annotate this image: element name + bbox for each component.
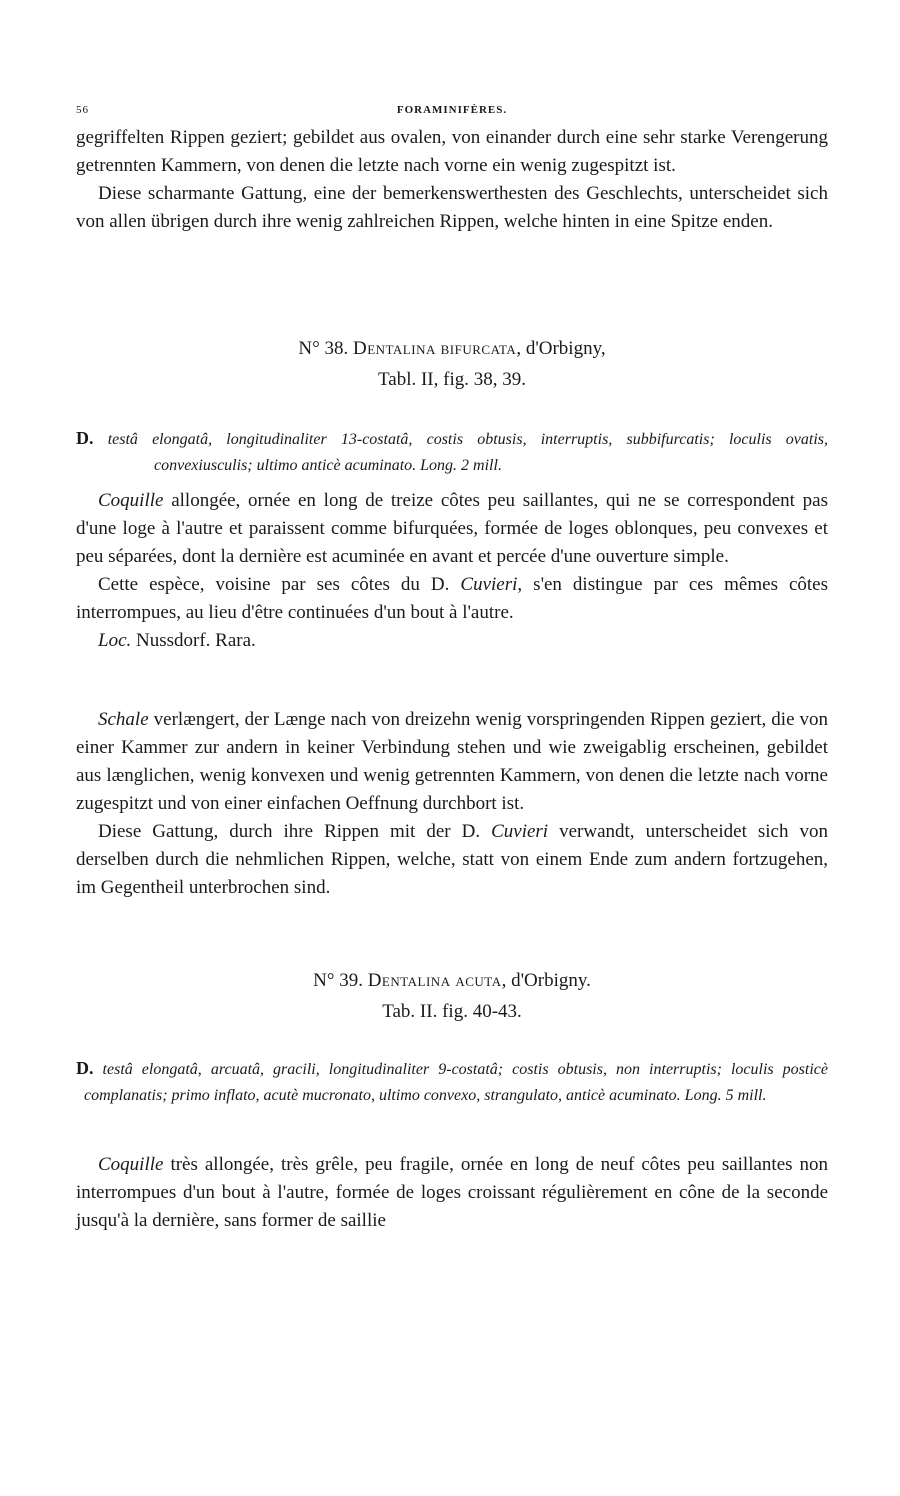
species-38-heading [76, 333, 828, 395]
species-39-genus: Dentalina [367, 970, 451, 991]
species-38-author: , d'Orbigny, [516, 338, 606, 359]
german-paragraph-2-end: verwandt, unterscheidet sich von derselben durch die nehmlichen Rippen, welche, statt von einem Ende zum andern fortzugehen, im Gegentheil unterbrochen sind. [76, 821, 828, 898]
species-38-number: N° 38. [298, 338, 349, 359]
locality-label: Loc. [98, 630, 132, 651]
species-38-epithet: bifurcata [440, 338, 517, 359]
german-paragraph-1 [76, 706, 828, 818]
species-39-diagnosis [76, 1055, 828, 1109]
intro-paragraph-1: gegriffelten Rippen geziert; gebildet aus ovalen, von einander durch eine sehr starke Verengerung getrennten Kammern, von denen die letzte nach vorne ein wenig zugespitzt ist. [76, 127, 828, 176]
intro-text [76, 124, 828, 236]
species-39-title [76, 965, 828, 996]
french-paragraph-1 [76, 487, 828, 571]
diagnosis-latin-text: testâ elongatâ, arcuatâ, gracili, longitudinaliter 9-costatâ; costis obtusis, non interruptis; loculis posticè complanatis; primo inflato, acutè mucronato, ultimo convexo, strangulato, anticè acuminato. Long. 5 mill. [84, 1061, 829, 1104]
running-head [76, 104, 828, 120]
species-39-author: , d'Orbigny. [501, 970, 591, 991]
term-schale: Schale [98, 709, 149, 730]
diagnosis-genus-abbrev: D. [76, 428, 94, 448]
species-38-plate-ref: Tabl. II, fig. 38, 39. [377, 369, 526, 390]
species-38-diagnosis [76, 425, 828, 479]
intro-paragraph-2: Diese scharmante Gattung, eine der bemerkenswerthesten des Geschlechts, unterscheidet sich von allen übrigen durch ihre wenig zahlreichen Rippen, welche hinten in eine Spitze enden. [76, 183, 828, 232]
diagnosis-latin-text: testâ elongatâ, longitudinaliter 13-costatâ, costis obtusis, interruptis, subbifurcatis; loculis ovatis, convexiusculis; ultimo anticè acuminato. Long. 2 mill. [107, 431, 829, 474]
species-38-german-description [76, 706, 828, 902]
term-coquille: Coquille [98, 490, 164, 511]
french-paragraph-2 [76, 571, 828, 627]
species-39-french-description [76, 1151, 828, 1235]
species-38-genus: Dentalina [352, 338, 436, 359]
french-paragraph-1 [76, 1151, 828, 1235]
species-39-plate-ref: Tab. II. fig. 40-43. [382, 1001, 522, 1022]
french-paragraph-1-text: très allongée, très grêle, peu fragile, ornée en long de neuf côtes peu saillantes non interrompues d'un bout à l'autre, formée de loges croissant régulièrement en cône de la seconde jusqu'à la dernière, sans former de saillie [76, 1154, 829, 1231]
species-39-epithet: acuta [455, 970, 502, 991]
page-number: 56 [76, 104, 89, 116]
term-coquille: Coquille [98, 1154, 164, 1175]
species-38-title [76, 333, 828, 364]
running-title: FORAMINIFÈRES. [396, 104, 508, 116]
term-cuvieri: Cuvieri [460, 574, 518, 595]
german-paragraph-2-start: Diese Gattung, durch ihre Rippen mit der D. [98, 821, 481, 842]
species-39-heading [76, 965, 828, 1027]
diagnosis-genus-abbrev: D. [76, 1058, 94, 1078]
french-paragraph-2-start: Cette espèce, voisine par ses côtes du D. [98, 574, 450, 595]
term-cuvieri-de: Cuvieri [491, 821, 549, 842]
german-paragraph-2 [76, 818, 828, 902]
french-paragraph-2-end: , s'en distingue par ces mêmes côtes interrompues, au lieu d'être continuées d'un bout à l'autre. [76, 574, 829, 623]
german-paragraph-1-text: verlængert, der Længe nach von dreizehn wenig vorspringenden Rippen geziert, die von einer Kammer zur andern in keiner Verbindung stehen und wie zweigablig erscheinen, gebildet aus længlichen, wenig konvexen und wenig getrennten Kammern, von denen die letzte nach vorne zugespitzt und von einer einfachen Oeffnung durchbort ist. [76, 709, 829, 814]
locality-value: Nussdorf. Rara. [136, 630, 256, 651]
species-39-number: N° 39. [313, 970, 363, 991]
french-paragraph-1-text: allongée, ornée en long de treize côtes peu saillantes, qui ne se correspondent pas d'une loge à l'autre et paraissent comme bifurquées, formée de loges oblonques, peu convexes et peu séparées, dont la dernière est acuminée en avant et percée d'une ouverture simple. [76, 490, 828, 567]
locality-line [76, 627, 828, 655]
species-38-french-description [76, 487, 828, 655]
